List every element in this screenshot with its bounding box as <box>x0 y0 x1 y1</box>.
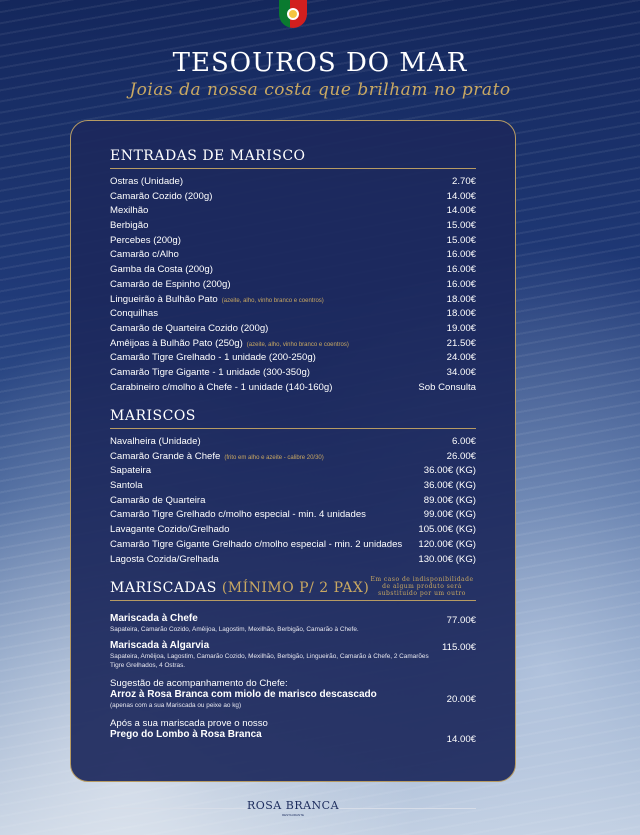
menu-item-left <box>110 279 231 290</box>
menu-item-row <box>110 495 476 510</box>
menu-item-name: Camarão c/Alho <box>110 249 179 261</box>
section-mariscos <box>110 408 476 568</box>
menu-item-row <box>110 294 476 309</box>
after-name: Prego do Lombo à Rosa Branca <box>110 729 262 740</box>
menu-item-name: Camarão Tigre Gigante Grelhado c/molho especial - min. 2 unidades <box>110 538 403 550</box>
menu-item-price: 99.00€ (KG) <box>423 509 476 521</box>
section-entradas <box>110 148 476 396</box>
menu-item-row <box>110 308 476 323</box>
menu-item-left <box>110 554 219 565</box>
menu-item-left <box>110 294 324 305</box>
menu-item-row <box>110 323 476 338</box>
menu-item-name: Lingueirão à Bulhão Pato <box>110 293 218 305</box>
suggestion-name: Arroz à Rosa Branca com miolo de marisco descascado <box>110 689 377 700</box>
menu-item-note: (azeite, alho, vinho branco e coentros) <box>246 341 349 348</box>
menu-item-note: (azeite, alho, vinho branco e coentros) <box>221 297 324 304</box>
menu-item-row <box>110 382 476 397</box>
menu-item-row <box>110 338 476 353</box>
menu-item-name: Carabineiro c/molho à Chefe - 1 unidade (140-160g) <box>110 381 333 393</box>
menu-item-price: 130.00€ (KG) <box>418 553 476 565</box>
menu-item-row <box>110 509 476 524</box>
menu-item-name: Camarão Tigre Grelhado c/molho especial - min. 4 unidades <box>110 509 366 521</box>
menu-item-left <box>110 308 158 319</box>
menu-item-left <box>110 220 148 231</box>
mariscos-list <box>110 436 476 568</box>
menu-item-price: 18.00€ <box>446 293 476 305</box>
menu-item-row <box>110 176 476 191</box>
menu-item-name: Camarão Cozido (200g) <box>110 190 213 202</box>
menu-item-price: 36.00€ (KG) <box>423 465 476 477</box>
menu-item-name: Camarão Grande à Chefe <box>110 450 221 462</box>
menu-item-name: Mexilhão <box>110 205 149 217</box>
menu-item-name: Amêijoas à Bulhão Pato (250g) <box>110 337 243 349</box>
menu-item-left <box>110 451 324 462</box>
menu-item-left <box>110 191 212 202</box>
menu-item-row <box>110 352 476 367</box>
menu-item-price: 34.00€ <box>446 366 476 378</box>
menu-item-name: Camarão Tigre Gigante - 1 unidade (300-350g) <box>110 366 310 378</box>
menu-item-row <box>110 539 476 554</box>
menu-item-left <box>110 338 349 349</box>
menu-item-row <box>110 465 476 480</box>
menu-item-price: 18.00€ <box>446 308 476 320</box>
menu-item-left <box>110 539 402 550</box>
menu-item-name: Sapateira <box>110 465 152 477</box>
dish-name: Mariscada à Algarvia <box>110 640 210 651</box>
section-title-text: MARISCADAS <box>110 580 217 596</box>
menu-item-row <box>110 367 476 382</box>
menu-item-row <box>110 436 476 451</box>
menu-item-row <box>110 554 476 569</box>
menu-item-name: Conquilhas <box>110 308 159 320</box>
menu-item-left <box>110 235 181 246</box>
menu-item-price: 26.00€ <box>446 450 476 462</box>
after-price: 14.00€ <box>446 734 476 745</box>
menu-item-name: Camarão de Espinho (200g) <box>110 278 231 290</box>
menu-item-price: 15.00€ <box>446 234 476 246</box>
menu-item-price: 24.00€ <box>446 352 476 364</box>
section-title: MARISCOS <box>110 408 476 429</box>
menu-item-price: 105.00€ (KG) <box>418 524 476 536</box>
menu-item-note: (frito em alho e azeite - calibre 20/30) <box>224 454 324 461</box>
menu-item-left <box>110 176 183 187</box>
chef-suggestion <box>110 678 476 710</box>
entradas-list <box>110 176 476 396</box>
portugal-flag-icon <box>279 0 307 28</box>
menu-item-name: Lagosta Cozida/Grelhada <box>110 553 219 565</box>
dish-name: Mariscada à Chefe <box>110 613 198 624</box>
brand-sub: RESTAURANTE <box>281 813 305 817</box>
menu-item-price: 16.00€ <box>446 264 476 276</box>
after-suggestion <box>110 718 476 745</box>
menu-item-price: 120.00€ (KG) <box>418 538 476 550</box>
dish-price: 77.00€ <box>446 615 476 626</box>
menu-item-row <box>110 279 476 294</box>
menu-item-price: 14.00€ <box>446 190 476 202</box>
menu-item-row <box>110 205 476 220</box>
menu-item-row <box>110 220 476 235</box>
section-mariscadas <box>110 576 476 746</box>
menu-item-name: Gamba da Costa (200g) <box>110 264 213 276</box>
menu-item-name: Santola <box>110 480 143 492</box>
menu-item-price: Sob Consulta <box>418 381 476 393</box>
menu-item-row <box>110 524 476 539</box>
menu-item-price: 15.00€ <box>446 220 476 232</box>
menu-item-left <box>110 264 213 275</box>
menu-item-left <box>110 382 332 393</box>
dish-mariscada-chefe <box>110 613 476 634</box>
dish-mariscada-algarvia <box>110 640 476 670</box>
menu-item-row <box>110 451 476 466</box>
menu-item-left <box>110 480 143 491</box>
section-title: ENTRADAS DE MARISCO <box>110 148 476 169</box>
page-title: TESOUROS DO MAR <box>172 48 468 78</box>
menu-item-row <box>110 480 476 495</box>
menu-item-left <box>110 436 201 447</box>
menu-item-row <box>110 191 476 206</box>
section-title-minimum: (MÍNIMO P/ 2 PAX) <box>221 580 370 596</box>
dish-description: Sapateira, Amêijoa, Lagostim, Camarão Cozido, Mexilhão, Berbigão, Lingueirão, Camarão à Chefe, 2 Camarões Tigre Grelhados, 4 Ostras. <box>110 653 429 669</box>
menu-item-name: Navalheira (Unidade) <box>110 436 201 447</box>
menu-item-row <box>110 264 476 279</box>
availability-note: Em caso de indisponibilidade de algum produto será substituído por um outro <box>370 576 474 597</box>
menu-item-left <box>110 205 148 216</box>
suggestion-note: (apenas com a sua Mariscada ou peixe ao kg) <box>110 702 242 709</box>
menu-item-price: 6.00€ <box>451 436 476 447</box>
menu-item-name: Camarão Tigre Grelhado - 1 unidade (200-250g) <box>110 352 316 364</box>
menu-item-price: 16.00€ <box>446 278 476 290</box>
menu-item-name: Ostras (Unidade) <box>110 176 184 187</box>
dish-price: 115.00€ <box>442 642 476 653</box>
menu-item-price: 19.00€ <box>446 322 476 334</box>
menu-item-row <box>110 249 476 264</box>
menu-item-name: Berbigão <box>110 220 149 232</box>
brand-logo-text: ROSA BRANCA <box>246 799 340 812</box>
menu-item-price: 21.50€ <box>446 337 476 349</box>
menu-item-name: Percebes (200g) <box>110 234 181 246</box>
section-title <box>110 576 476 601</box>
menu-item-price: 2.70€ <box>451 176 476 187</box>
menu-item-left <box>110 495 205 506</box>
menu-item-left <box>110 352 316 363</box>
menu-item-price: 89.00€ (KG) <box>423 494 476 506</box>
menu-item-name: Lavagante Cozido/Grelhado <box>110 524 230 536</box>
menu-item-name: Camarão de Quarteira Cozido (200g) <box>110 322 269 334</box>
suggestion-intro: Sugestão de acompanhamento do Chefe: <box>110 678 288 689</box>
suggestion-price: 20.00€ <box>446 694 476 705</box>
menu-item-price: 16.00€ <box>446 249 476 261</box>
menu-item-left <box>110 509 366 520</box>
menu-item-price: 36.00€ (KG) <box>423 480 476 492</box>
menu-item-left <box>110 465 151 476</box>
menu-item-name: Camarão de Quarteira <box>110 494 206 506</box>
menu-item-price: 14.00€ <box>446 205 476 217</box>
menu-item-left <box>110 524 229 535</box>
page-subtitle: Joias da nossa costa que brilham no prato <box>129 80 511 100</box>
menu-item-left <box>110 367 310 378</box>
dish-description: Sapateira, Camarão Cozido, Amêijoa, Lagostim, Mexilhão, Berbigão, Camarão à Chefe. <box>110 626 359 633</box>
footer <box>110 799 476 819</box>
menu-item-left <box>110 249 179 260</box>
menu-item-left <box>110 323 268 334</box>
after-intro: Após a sua mariscada prove o nosso <box>110 718 268 729</box>
menu-item-row <box>110 235 476 250</box>
